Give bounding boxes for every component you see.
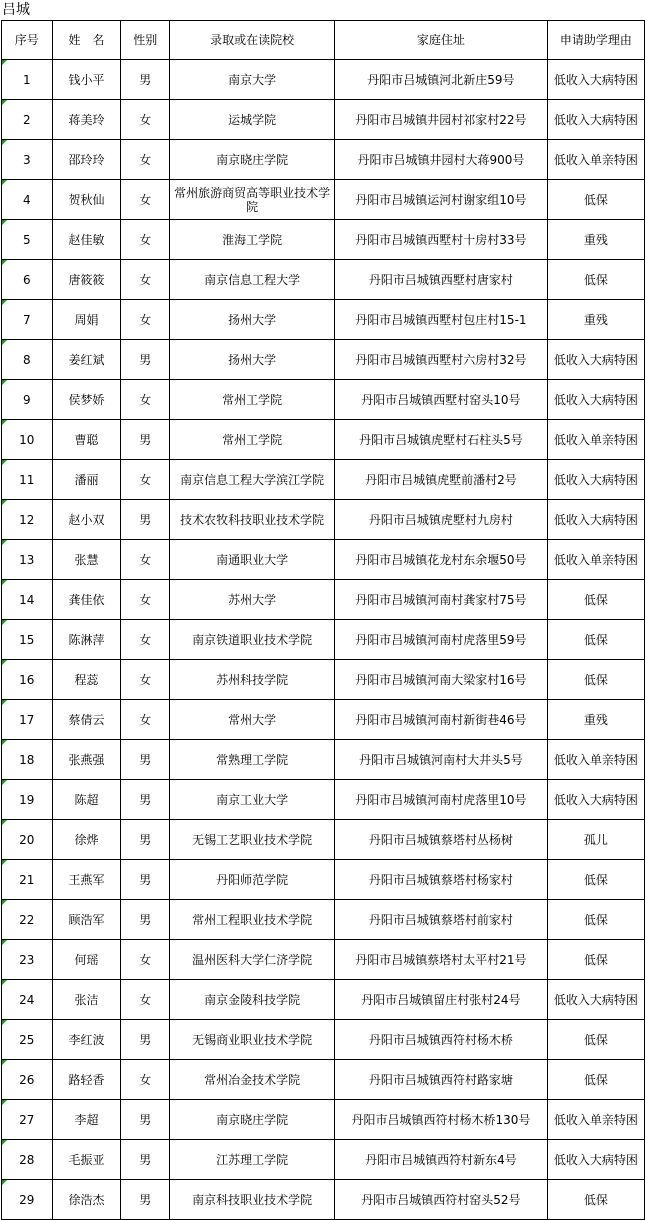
cell-index-text: 24: [19, 992, 35, 1007]
cell-reason[interactable]: 低保: [547, 580, 644, 620]
cell-index[interactable]: [2, 340, 53, 380]
cell-error-flag-icon: [2, 460, 7, 465]
cell-reason[interactable]: 低收入单亲特困: [547, 140, 644, 180]
cell-index[interactable]: [2, 60, 53, 100]
cell-reason[interactable]: 低收入大病特困: [547, 780, 644, 820]
cell-index-text: 10: [19, 432, 35, 447]
cell-index[interactable]: [2, 820, 53, 860]
cell-address[interactable]: 丹阳市吕城镇西符村杨木桥130号: [335, 1100, 548, 1140]
cell-name[interactable]: 曹聪: [52, 420, 121, 460]
cell-error-flag-icon: [2, 540, 7, 545]
cell-address[interactable]: 丹阳市吕城镇河南村大井头5号: [335, 740, 548, 780]
cell-error-flag-icon: [2, 1100, 7, 1105]
cell-gender[interactable]: 男: [121, 500, 170, 540]
cell-reason[interactable]: 低收入大病特困: [547, 1140, 644, 1180]
cell-error-flag-icon: [2, 180, 7, 185]
cell-name[interactable]: 程蕊: [52, 660, 121, 700]
cell-gender[interactable]: 男: [121, 340, 170, 380]
cell-index-text: 27: [19, 1112, 35, 1127]
cell-school[interactable]: 常州冶金技术学院: [170, 1060, 335, 1100]
table-row: [2, 260, 645, 300]
cell-address[interactable]: 丹阳市吕城镇河南村新街巷46号: [335, 700, 548, 740]
cell-reason[interactable]: 低收入大病特困: [547, 980, 644, 1020]
cell-name[interactable]: 徐烨: [52, 820, 121, 860]
sheet-title: 吕城: [2, 2, 30, 18]
cell-school[interactable]: 常熟理工学院: [170, 740, 335, 780]
cell-reason[interactable]: 低保: [547, 660, 644, 700]
cell-error-flag-icon: [2, 380, 7, 385]
cell-index[interactable]: [2, 860, 53, 900]
cell-error-flag-icon: [2, 1140, 7, 1145]
cell-address[interactable]: 丹阳市吕城镇虎墅村九房村: [335, 500, 548, 540]
cell-address[interactable]: 丹阳市吕城镇河南村虎落里59号: [335, 620, 548, 660]
header-cell-name[interactable]: 姓 名: [52, 21, 121, 60]
cell-index-text: 13: [19, 552, 35, 567]
cell-gender[interactable]: 女: [121, 540, 170, 580]
cell-name[interactable]: 徐浩杰: [52, 1180, 121, 1220]
table-row: [2, 740, 645, 780]
cell-reason[interactable]: 重残: [547, 220, 644, 260]
cell-reason[interactable]: 孤儿: [547, 820, 644, 860]
cell-gender[interactable]: 女: [121, 380, 170, 420]
cell-address[interactable]: 丹阳市吕城镇井园村祁家村22号: [335, 100, 548, 140]
cell-gender[interactable]: 女: [121, 700, 170, 740]
cell-index-text: 11: [19, 472, 35, 487]
cell-index[interactable]: [2, 1180, 53, 1220]
cell-address[interactable]: 丹阳市吕城镇西符村窑头52号: [335, 1180, 548, 1220]
cell-address[interactable]: 丹阳市吕城镇蔡塔村丛杨树: [335, 820, 548, 860]
cell-gender[interactable]: 女: [121, 100, 170, 140]
table-row: [2, 500, 645, 540]
cell-index[interactable]: [2, 580, 53, 620]
cell-index-text: 4: [22, 192, 31, 207]
cell-reason[interactable]: 低收入单亲特困: [547, 740, 644, 780]
cell-error-flag-icon: [2, 820, 7, 825]
cell-gender[interactable]: 女: [121, 660, 170, 700]
cell-address[interactable]: 丹阳市吕城镇留庄村张村24号: [335, 980, 548, 1020]
cell-gender[interactable]: 女: [121, 180, 170, 220]
header-cell-school[interactable]: 录取或在读院校: [170, 21, 335, 60]
cell-gender[interactable]: 男: [121, 860, 170, 900]
cell-address[interactable]: 丹阳市吕城镇河南大梁家村16号: [335, 660, 548, 700]
cell-reason[interactable]: 低收入大病特困: [547, 100, 644, 140]
cell-index[interactable]: [2, 980, 53, 1020]
cell-index[interactable]: [2, 740, 53, 780]
cell-name[interactable]: 潘丽: [52, 460, 121, 500]
cell-school[interactable]: 南京科技职业技术学院: [170, 1180, 335, 1220]
cell-error-flag-icon: [2, 60, 7, 65]
cell-reason[interactable]: 低收入单亲特困: [547, 420, 644, 460]
cell-index-text: 25: [19, 1032, 35, 1047]
cell-index-text: 22: [19, 912, 35, 927]
cell-school[interactable]: 温州医科大学仁济学院: [170, 940, 335, 980]
cell-school[interactable]: 无锡工艺职业技术学院: [170, 820, 335, 860]
cell-index-text: 21: [19, 872, 35, 887]
cell-name[interactable]: 侯梦娇: [52, 380, 121, 420]
cell-reason[interactable]: 低保: [547, 940, 644, 980]
cell-index[interactable]: [2, 620, 53, 660]
cell-error-flag-icon: [2, 1020, 7, 1025]
cell-error-flag-icon: [2, 780, 7, 785]
table-row: [2, 1020, 645, 1060]
cell-name[interactable]: 邵玲玲: [52, 140, 121, 180]
cell-gender[interactable]: 女: [121, 940, 170, 980]
cell-school[interactable]: 南通职业大学: [170, 540, 335, 580]
cell-error-flag-icon: [2, 140, 7, 145]
cell-name[interactable]: 周娟: [52, 300, 121, 340]
table-row: [2, 860, 645, 900]
cell-name[interactable]: 唐筱筱: [52, 260, 121, 300]
cell-school[interactable]: 南京金陵科技学院: [170, 980, 335, 1020]
cell-index[interactable]: [2, 1020, 53, 1060]
cell-address[interactable]: 丹阳市吕城镇蔡塔村杨家村: [335, 860, 548, 900]
cell-gender[interactable]: 女: [121, 620, 170, 660]
table-row: [2, 60, 645, 100]
header-cell-reason[interactable]: 申请助学理由: [547, 21, 644, 60]
cell-name[interactable]: 姜红斌: [52, 340, 121, 380]
cell-reason[interactable]: 低保: [547, 1180, 644, 1220]
cell-address[interactable]: 丹阳市吕城镇西墅村包庄村15-1: [335, 300, 548, 340]
cell-gender[interactable]: 女: [121, 140, 170, 180]
cell-gender[interactable]: 男: [121, 820, 170, 860]
cell-error-flag-icon: [2, 1060, 7, 1065]
table-row: [2, 820, 645, 860]
cell-reason[interactable]: 低保: [547, 900, 644, 940]
cell-address[interactable]: 丹阳市吕城镇花龙村东余堰50号: [335, 540, 548, 580]
cell-address[interactable]: 丹阳市吕城镇西墅村十房村33号: [335, 220, 548, 260]
cell-reason[interactable]: 重残: [547, 700, 644, 740]
cell-name[interactable]: 何瑶: [52, 940, 121, 980]
cell-name[interactable]: 赵小双: [52, 500, 121, 540]
cell-reason[interactable]: 低收入大病特困: [547, 340, 644, 380]
cell-gender[interactable]: 男: [121, 1100, 170, 1140]
table-row: [2, 580, 645, 620]
table-row: [2, 140, 645, 180]
cell-gender[interactable]: 女: [121, 980, 170, 1020]
header-cell-index[interactable]: 序号: [2, 21, 53, 60]
cell-reason[interactable]: 低收入单亲特困: [547, 540, 644, 580]
cell-index-text: 12: [19, 512, 35, 527]
table-row: [2, 100, 645, 140]
cell-gender[interactable]: 男: [121, 1180, 170, 1220]
cell-error-flag-icon: [2, 260, 7, 265]
cell-index-text: 23: [19, 952, 35, 967]
cell-school[interactable]: 常州大学: [170, 700, 335, 740]
table-row: [2, 180, 645, 220]
cell-index-text: 14: [19, 592, 35, 607]
cell-gender[interactable]: 男: [121, 420, 170, 460]
cell-reason[interactable]: 低收入大病特困: [547, 500, 644, 540]
cell-address[interactable]: 丹阳市吕城镇西墅村六房村32号: [335, 340, 548, 380]
cell-gender[interactable]: 男: [121, 1020, 170, 1060]
cell-address[interactable]: 丹阳市吕城镇西符村新东4号: [335, 1140, 548, 1180]
cell-name[interactable]: 路轻香: [52, 1060, 121, 1100]
cell-index-text: 8: [22, 352, 31, 367]
table-row: [2, 460, 645, 500]
cell-index-text: 15: [19, 632, 35, 647]
cell-name[interactable]: 张燕强: [52, 740, 121, 780]
header-cell-address[interactable]: 家庭住址: [335, 21, 548, 60]
cell-reason[interactable]: 低收入大病特困: [547, 60, 644, 100]
cell-address[interactable]: 丹阳市吕城镇井园村大蒋900号: [335, 140, 548, 180]
cell-name[interactable]: 李红波: [52, 1020, 121, 1060]
cell-error-flag-icon: [2, 500, 7, 505]
cell-index-text: 16: [19, 672, 35, 687]
cell-school[interactable]: 苏州科技学院: [170, 660, 335, 700]
cell-name[interactable]: 王燕军: [52, 860, 121, 900]
cell-name[interactable]: 贺秋仙: [52, 180, 121, 220]
cell-name[interactable]: 钱小平: [52, 60, 121, 100]
cell-index-text: 18: [19, 752, 35, 767]
cell-school[interactable]: 淮海工学院: [170, 220, 335, 260]
table-row: [2, 700, 645, 740]
cell-school[interactable]: 苏州大学: [170, 580, 335, 620]
cell-index[interactable]: [2, 940, 53, 980]
cell-error-flag-icon: [2, 940, 7, 945]
cell-gender[interactable]: 女: [121, 260, 170, 300]
cell-reason[interactable]: 低收入单亲特困: [547, 1100, 644, 1140]
cell-name[interactable]: 陈淋萍: [52, 620, 121, 660]
cell-gender[interactable]: 女: [121, 1060, 170, 1100]
cell-name[interactable]: 张慧: [52, 540, 121, 580]
cell-index-text: 17: [19, 712, 35, 727]
cell-index[interactable]: [2, 540, 53, 580]
cell-error-flag-icon: [2, 620, 7, 625]
cell-reason[interactable]: 低收入大病特困: [547, 460, 644, 500]
cell-index-text: 29: [19, 1192, 35, 1207]
cell-error-flag-icon: [2, 420, 7, 425]
header-cell-gender[interactable]: 性别: [121, 21, 170, 60]
cell-error-flag-icon: [2, 340, 7, 345]
cell-gender[interactable]: 女: [121, 220, 170, 260]
cell-address[interactable]: 丹阳市吕城镇虎墅前潘村2号: [335, 460, 548, 500]
cell-index[interactable]: [2, 660, 53, 700]
cell-gender[interactable]: 男: [121, 1140, 170, 1180]
table-row: [2, 540, 645, 580]
cell-school[interactable]: 扬州大学: [170, 340, 335, 380]
cell-error-flag-icon: [2, 300, 7, 305]
cell-name[interactable]: 龚佳依: [52, 580, 121, 620]
cell-error-flag-icon: [2, 900, 7, 905]
cell-school[interactable]: 技术农牧科技职业技术学院: [170, 500, 335, 540]
cell-index[interactable]: [2, 180, 53, 220]
cell-index-text: 9: [22, 392, 31, 407]
cell-index[interactable]: [2, 1140, 53, 1180]
cell-index[interactable]: [2, 900, 53, 940]
table-row: [2, 1100, 645, 1140]
cell-error-flag-icon: [2, 660, 7, 665]
table-row: [2, 1180, 645, 1220]
cell-name[interactable]: 赵佳敏: [52, 220, 121, 260]
cell-reason[interactable]: 低收入大病特困: [547, 380, 644, 420]
cell-gender[interactable]: 女: [121, 300, 170, 340]
cell-reason[interactable]: 低保: [547, 1060, 644, 1100]
cell-index-text: 28: [19, 1152, 35, 1167]
cell-index-text: 5: [22, 232, 31, 247]
cell-index[interactable]: [2, 260, 53, 300]
cell-error-flag-icon: [2, 100, 7, 105]
cell-reason[interactable]: 低保: [547, 1020, 644, 1060]
cell-school[interactable]: 运城学院: [170, 100, 335, 140]
cell-address[interactable]: 丹阳市吕城镇西符村杨木桥: [335, 1020, 548, 1060]
cell-index[interactable]: [2, 1060, 53, 1100]
table-row: [2, 380, 645, 420]
cell-school[interactable]: 南京工业大学: [170, 780, 335, 820]
cell-index[interactable]: [2, 140, 53, 180]
cell-index-text: 1: [22, 72, 31, 87]
cell-address[interactable]: 丹阳市吕城镇河南村龚家村75号: [335, 580, 548, 620]
cell-school[interactable]: 常州工程职业技术学院: [170, 900, 335, 940]
cell-index-text: 7: [22, 312, 31, 327]
cell-school[interactable]: 江苏理工学院: [170, 1140, 335, 1180]
cell-index-text: 2: [22, 112, 31, 127]
cell-name[interactable]: 张洁: [52, 980, 121, 1020]
cell-school[interactable]: 南京大学: [170, 60, 335, 100]
cell-reason[interactable]: 重残: [547, 300, 644, 340]
cell-name[interactable]: 李超: [52, 1100, 121, 1140]
cell-address[interactable]: 丹阳市吕城镇运河村谢家组10号: [335, 180, 548, 220]
cell-index[interactable]: [2, 220, 53, 260]
cell-school[interactable]: 扬州大学: [170, 300, 335, 340]
cell-index-text: 19: [19, 792, 35, 807]
cell-reason[interactable]: 低保: [547, 180, 644, 220]
cell-school[interactable]: 南京晓庄学院: [170, 1100, 335, 1140]
cell-name[interactable]: 蒋美玲: [52, 100, 121, 140]
cell-index[interactable]: [2, 100, 53, 140]
cell-error-flag-icon: [2, 740, 7, 745]
cell-reason[interactable]: 低保: [547, 860, 644, 900]
cell-address[interactable]: 丹阳市吕城镇西符村路家塘: [335, 1060, 548, 1100]
cell-gender[interactable]: 男: [121, 780, 170, 820]
cell-index-text: 20: [19, 832, 35, 847]
cell-index[interactable]: [2, 780, 53, 820]
cell-reason[interactable]: 低保: [547, 620, 644, 660]
cell-address[interactable]: 丹阳市吕城镇西墅村唐家村: [335, 260, 548, 300]
cell-school[interactable]: 常州工学院: [170, 420, 335, 460]
cell-index[interactable]: [2, 300, 53, 340]
cell-index[interactable]: [2, 500, 53, 540]
table-row: [2, 1060, 645, 1100]
cell-gender[interactable]: 男: [121, 740, 170, 780]
cell-index[interactable]: [2, 380, 53, 420]
cell-index[interactable]: [2, 420, 53, 460]
cell-address[interactable]: 丹阳市吕城镇虎墅村石柱头5号: [335, 420, 548, 460]
cell-gender[interactable]: 女: [121, 460, 170, 500]
cell-school[interactable]: 南京铁道职业技术学院: [170, 620, 335, 660]
cell-error-flag-icon: [2, 1180, 7, 1185]
cell-reason[interactable]: 低保: [547, 260, 644, 300]
cell-error-flag-icon: [2, 860, 7, 865]
cell-address[interactable]: 丹阳市吕城镇蔡塔村太平村21号: [335, 940, 548, 980]
table-row: [2, 940, 645, 980]
cell-index[interactable]: [2, 1100, 53, 1140]
table-row: [2, 620, 645, 660]
cell-address[interactable]: 丹阳市吕城镇蔡塔村前家村: [335, 900, 548, 940]
cell-address[interactable]: 丹阳市吕城镇河南村虎落里10号: [335, 780, 548, 820]
cell-school[interactable]: 南京信息工程大学滨江学院: [170, 460, 335, 500]
cell-name[interactable]: 陈超: [52, 780, 121, 820]
cell-index[interactable]: [2, 460, 53, 500]
table-row: [2, 300, 645, 340]
cell-index-text: 6: [22, 272, 31, 287]
cell-index[interactable]: [2, 700, 53, 740]
cell-error-flag-icon: [2, 580, 7, 585]
cell-name[interactable]: 蔡倩云: [52, 700, 121, 740]
cell-name[interactable]: 毛振亚: [52, 1140, 121, 1180]
table-row: [2, 980, 645, 1020]
cell-index-text: 3: [22, 152, 31, 167]
cell-gender[interactable]: 男: [121, 60, 170, 100]
cell-index-text: 26: [19, 1072, 35, 1087]
cell-error-flag-icon: [2, 700, 7, 705]
cell-name[interactable]: 顾浩军: [52, 900, 121, 940]
cell-school[interactable]: 丹阳师范学院: [170, 860, 335, 900]
table-row: [2, 900, 645, 940]
cell-school[interactable]: 南京信息工程大学: [170, 260, 335, 300]
cell-school[interactable]: 南京晓庄学院: [170, 140, 335, 180]
table-row: [2, 220, 645, 260]
cell-school[interactable]: 常州工学院: [170, 380, 335, 420]
header-row: [2, 21, 645, 60]
table-row: [2, 780, 645, 820]
cell-school[interactable]: 无锡商业职业技术学院: [170, 1020, 335, 1060]
cell-error-flag-icon: [2, 220, 7, 225]
table-row: [2, 660, 645, 700]
cell-address[interactable]: 丹阳市吕城镇西墅村窑头10号: [335, 380, 548, 420]
cell-address[interactable]: 丹阳市吕城镇河北新庄59号: [335, 60, 548, 100]
student-aid-table: [1, 20, 645, 1220]
cell-school[interactable]: 常州旅游商贸高等职业技术学院: [170, 180, 335, 220]
table-body: [2, 60, 645, 1220]
cell-gender[interactable]: 女: [121, 580, 170, 620]
table-row: [2, 1140, 645, 1180]
table-row: [2, 420, 645, 460]
table-row: [2, 340, 645, 380]
cell-error-flag-icon: [2, 980, 7, 985]
cell-gender[interactable]: 男: [121, 900, 170, 940]
sheet-title-row: [0, 0, 646, 20]
